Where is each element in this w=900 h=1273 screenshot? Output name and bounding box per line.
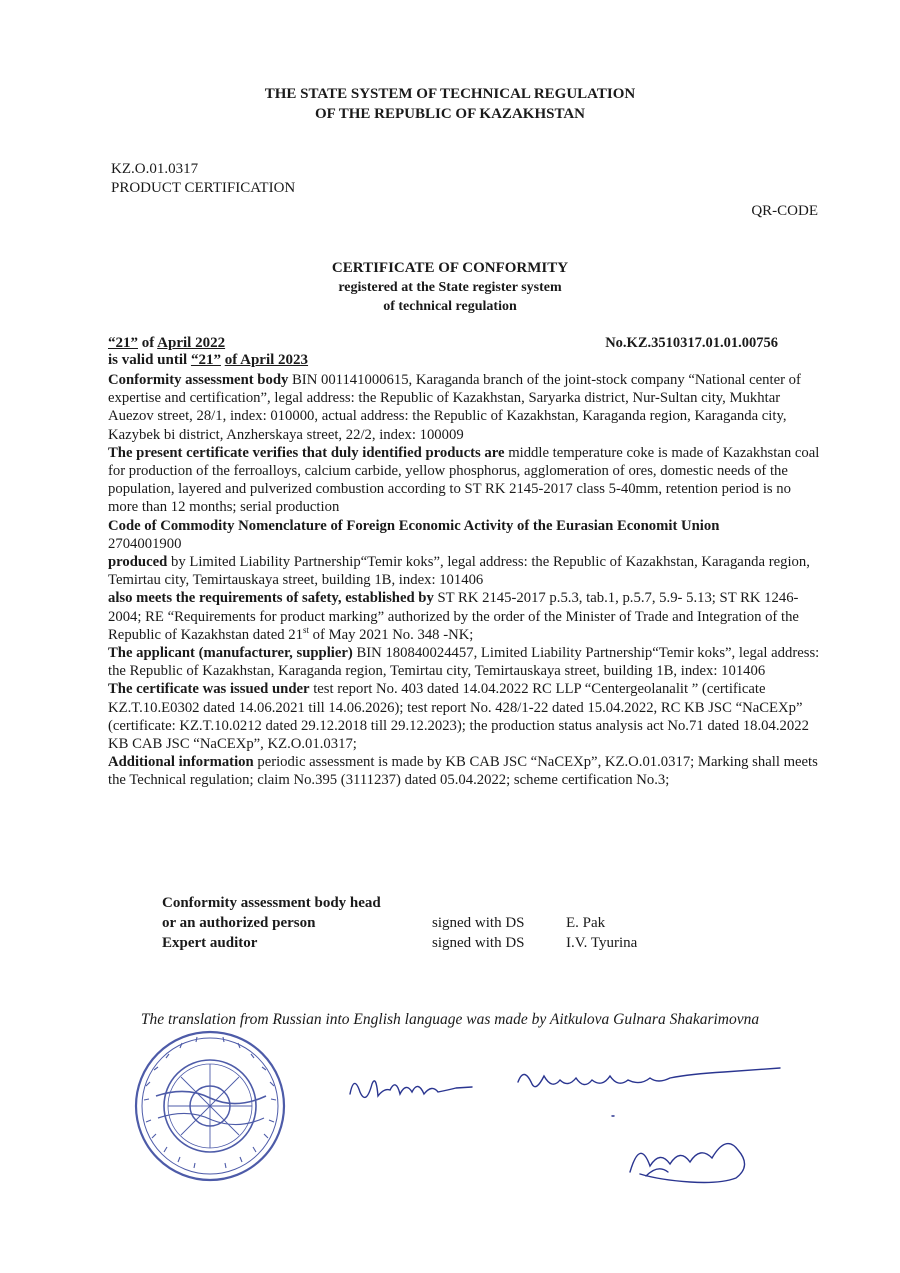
registry-code: KZ.O.01.0317 — [111, 161, 199, 177]
applicant-text: BIN 180840024457, Limited Liability Partnership“Temir koks”, legal address: the Republic of Kazakhstan, Karaganda region, Temirtau city, Temirtauskaya street, building 1B, index: 101406 — [108, 645, 820, 680]
certificate-title: CERTIFICATE OF CONFORMITY — [331, 260, 569, 276]
issued-under-label: The certificate was issued under — [108, 681, 310, 698]
registry-block — [111, 160, 295, 198]
issued-under-paragraph — [108, 680, 822, 753]
assessment-body-text: BIN 001141000615, Karaganda branch of the joint-stock company “National center of expertise and certification”, legal address: the Republic of Kazakhstan, Saryarka district, Nur-Sultan city, Mukhtar Auezov street, 28/1, index: 010000, actual address: the Republic of Kazakhstan, Karaganda region, Karaganda city, Kazybek bi district, Anzherskaya street, 22/2, index: 100009 — [108, 372, 801, 443]
additional-info-paragraph — [108, 753, 822, 789]
additional-info-label: Additional information — [108, 754, 254, 771]
stamp-seal-graphic — [126, 1026, 296, 1186]
registry-label: PRODUCT CERTIFICATION — [111, 180, 296, 196]
produced-text: by Limited Liability Partnership“Temir koks”, legal address: the Republic of Kazakhstan, Karaganda region, Temirtau city, Temirtauskaya street, building 1B, index: 101406 — [108, 554, 810, 589]
safety-tail: of May 2021 No. 348 -NK; — [308, 626, 474, 643]
certificate-subtitle-1: registered at the State register system — [338, 280, 562, 295]
additional-info-text: periodic assessment is made by KB CAB JSC “NaCEXp”, KZ.O.01.0317; Marking shall meets the Technical regulation; claim No.395 (3111237) dated 05.04.2022; scheme certification No.3; — [108, 754, 818, 789]
assessment-body-paragraph — [108, 371, 822, 444]
certificate-title-block — [0, 258, 900, 316]
issue-date — [108, 334, 225, 352]
applicant-paragraph — [108, 644, 822, 680]
head-signed: signed with DS — [432, 915, 525, 931]
valid-day: “21” — [190, 352, 221, 368]
qr-code-label: QR-CODE — [751, 203, 818, 219]
safety-paragraph — [108, 589, 822, 644]
official-stamp-seal — [126, 1026, 296, 1186]
signature-row-expert — [162, 933, 686, 953]
signature-row-head — [162, 913, 686, 933]
header-line-2: OF THE REPUBLIC OF KAZAKHSTAN — [314, 106, 586, 122]
valid-month-year: of April 2023 — [224, 352, 309, 368]
signature-table — [162, 893, 686, 953]
valid-prefix: is valid until — [108, 352, 191, 368]
expert-name: I.V. Tyurina — [566, 935, 638, 951]
head-title-line-1: Conformity assessment body head — [162, 895, 381, 911]
certificate-subtitle-2: of technical regulation — [383, 299, 517, 314]
expert-signed: signed with DS — [432, 935, 525, 951]
issued-under-text: test report No. 403 dated 14.04.2022 RC LLP “Centergeolanalit ” (certificate KZ.T.10.E0302 dated 14.06.2021 till 14.06.2026); test report No. 428/1-22 dated 15.04.2022, RC KB JSC “NaCEXp” (certificate: KZ.T.10.0212 dated 29.12.2018 till 29.12.2023); the production status analysis act No.71 dated 18.04.2022 KB CAB JSC “NaCEXp”, KZ.O.01.0317; — [108, 681, 809, 753]
valid-until — [108, 351, 308, 369]
issue-of: of — [138, 335, 158, 351]
expert-label: Expert auditor — [162, 935, 258, 951]
certificate-number: No.KZ.3510317.01.01.00756 — [605, 335, 778, 351]
commodity-code-label: Code of Commodity Nomenclature of Foreign Economic Activity of the Eurasian Economit Union — [108, 517, 720, 534]
header-line-1: THE STATE SYSTEM OF TECHNICAL REGULATION — [264, 86, 636, 102]
issue-month-year: April 2022 — [157, 335, 226, 351]
translation-note: The translation from Russian into English language was made by Aitkulova Gulnara Shakarimovna — [140, 1011, 760, 1028]
handwritten-signatures — [340, 1054, 800, 1194]
signature-row-head-title — [162, 893, 686, 913]
safety-label: also meets the requirements of safety, established by — [108, 590, 434, 607]
applicant-label: The applicant (manufacturer, supplier) — [108, 645, 353, 662]
products-text: middle temperature coke is made of Kazakhstan coal for production of the ferroalloys, calcium carbide, yellow phosphorus, agglomeration of ores, domestic needs of the population, layered and pulverized combustion according to ST RK 2145-2017 class 5-40mm, retention period is no more than 12 months; serial production — [108, 444, 820, 516]
produced-label: produced — [108, 554, 168, 571]
products-paragraph — [108, 444, 822, 517]
safety-text: ST RK 2145-2017 p.5.3, tab.1, p.5.7, 5.9- 5.13; ST RK 1246-2004; RE “Requirements for product marking” authorized by the order of the Minister of Trade and Integration of the Republic of Kazakhstan dated 21 — [108, 590, 799, 643]
commodity-code-value: 2704001900 — [108, 535, 182, 552]
head-name: E. Pak — [566, 915, 606, 931]
head-title-line-2: or an authorized person — [162, 915, 316, 931]
products-label: The present certificate verifies that duly identified products are — [108, 444, 505, 461]
produced-paragraph — [108, 553, 822, 589]
handwritten-signatures-graphic — [340, 1054, 800, 1194]
document-header — [0, 84, 900, 124]
safety-superscript: st — [302, 624, 309, 635]
assessment-body-label: Conformity assessment body — [108, 372, 289, 388]
issue-day: “21” — [108, 335, 138, 351]
certificate-body — [108, 371, 822, 790]
